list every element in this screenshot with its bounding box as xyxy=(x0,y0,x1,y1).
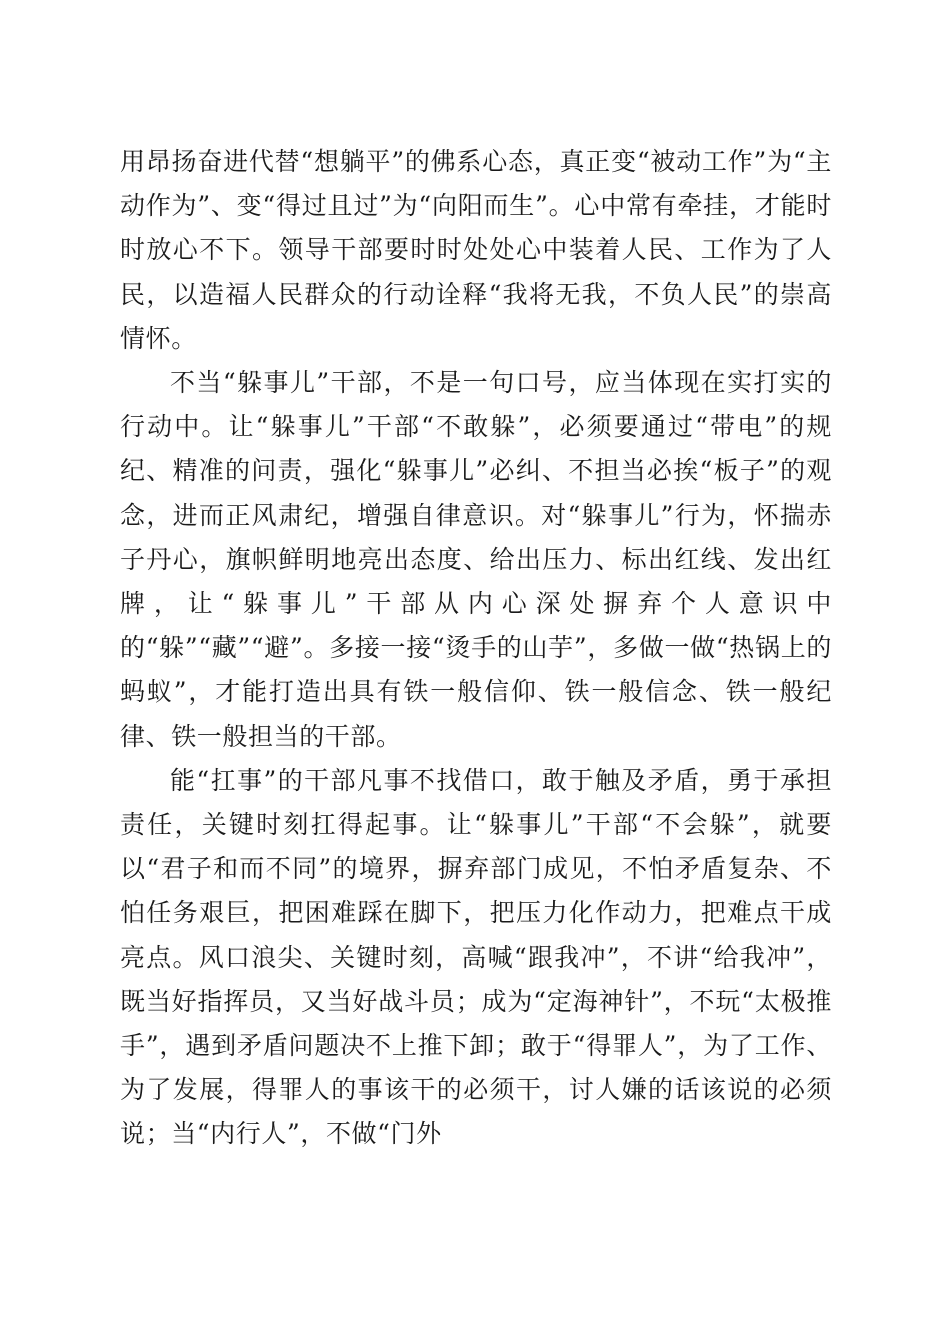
body-text xyxy=(120,140,832,1157)
paragraph-2: 不当“躲事儿”干部，不是一句口号，应当体现在实打实的行动中。让“躲事儿”干部“不敢躲”，必须要通过“带电”的规纪、精准的问责，强化“躲事儿”必纠、不担当必挨“板子”的观念，进而正风肃纪，增强自律意识。对“躲事儿”行为，怀揣赤子丹心，旗帜鲜明地亮出态度、给出压力、标出红线、发出红牌，让“躲事儿”干部从内心深处摒弃个人意识中的“躲”“藏”“避”。多接一接“烫手的山芋”，多做一做“热锅上的蚂蚁”，才能打造出具有铁一般信仰、铁一般信念、铁一般纪律、铁一般担当的干部。 xyxy=(120,368,832,751)
paragraph-1: 用昂扬奋进代替“想躺平”的佛系心态，真正变“被动工作”为“主动作为”、变“得过且过”为“向阳而生”。心中常有牵挂，才能时时放心不下。领导干部要时时处处心中装着人民、工作为了人民，以造福人民群众的行动诠释“我将无我，不负人民”的崇高情怀。 xyxy=(120,147,832,353)
paragraph-3: 能“扛事”的干部凡事不找借口，敢于触及矛盾，勇于承担责任，关键时刻扛得起事。让“躲事儿”干部“不会躲”，就要以“君子和而不同”的境界，摒弃部门成见，不怕矛盾复杂、不怕任务艰巨，把困难踩在脚下，把压力化作动力，把难点干成亮点。风口浪尖、关键时刻，高喊“跟我冲”，不讲“给我冲”，既当好指挥员，又当好战斗员；成为“定海神针”，不玩“太极推手”，遇到矛盾问题决不上推下卸；敢于“得罪人”，为了工作、为了发展，得罪人的事该干的必须干，讨人嫌的话该说的必须说；当“内行人”，不做“门外 xyxy=(120,765,832,1149)
